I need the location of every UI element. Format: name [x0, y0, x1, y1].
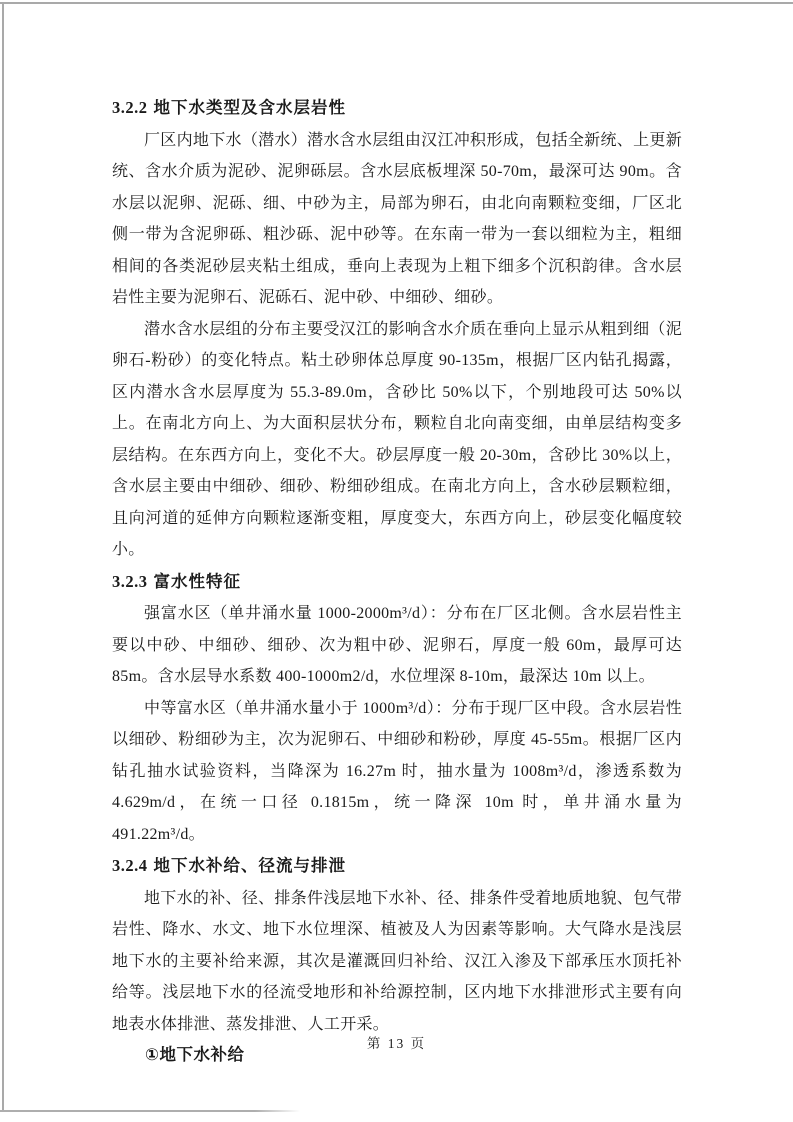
section-number: 3.2.4	[112, 856, 148, 875]
page-number: 第 13 页	[366, 1036, 427, 1051]
section-title: 地下水类型及含水层岩性	[153, 99, 346, 117]
paragraph-aquifer-composition: 厂区内地下水（潜水）潜水含水层组由汉江冲积形成，包括全新统、上更新统、含水介质为泥砂、泥卵砾层。含水层底板埋深 50-70m，最深可达 90m。含水层以泥卵、泥砾、细、中砂为主，局部为卵石，由北向南颗粒变细，厂区北侧一带为含泥卵砾、粗沙砾、泥中砂等。在东南一带为一套以细粒为主，粗细相间的各类泥砂层夹粘土组成，垂向上表现为上粗下细多个沉积韵律。含水层岩性主要为泥卵石、泥砾石、泥中砂、中细砂、细砂。	[112, 131, 682, 306]
section-heading-3-2-2	[112, 92, 682, 125]
scan-edge-line-left	[2, 2, 4, 1111]
document-content	[112, 92, 682, 1072]
paragraph-medium-water-zone: 中等富水区（单井涌水量小于 1000m³/d）：分布于现厂区中段。含水层岩性以细砂、粉细砂为主，次为泥卵石、中细砂和粉砂，厚度 45-55m。根据厂区内钻孔抽水试验资料，当降深为 16.27m 时，抽水量为 1008m³/d，渗透系数为 4.629m/d，在统一口径 0.1815m，统一降深 10m 时，单井涌水量为 491.22m³/d。	[112, 699, 682, 843]
subheading-groundwater-recharge: ①地下水补给	[145, 1046, 245, 1064]
scan-edge-line-top	[0, 2, 793, 4]
section-title: 富水性特征	[153, 572, 241, 591]
scan-edge-line-bottom	[0, 1110, 300, 1112]
paragraph-recharge-runoff-discharge: 地下水的补、径、排条件浅层地下水补、径、排条件受着地质地貌、包气带岩性、降水、水文、地下水位埋深、植被及人为因素等影响。大气降水是浅层地下水的主要补给来源，其次是灌溉回归补给、汉江入渗及下部承压水顶托补给等。浅层地下水的径流受地形和补给源控制，区内地下水排泄形式主要有向地表水体排泄、蒸发排泄、人工开采。	[112, 889, 682, 1033]
section-number: 3.2.2	[112, 98, 148, 117]
paragraph-strong-water-zone: 强富水区（单井涌水量 1000-2000m³/d）：分布在厂区北侧。含水层岩性主要以中砂、中细砂、细砂、次为粗中砂、泥卵石，厚度一般 60m，最厚可达 85m。含水层导水系数 400-1000m2/d，水位埋深 8-10m，最深达 10m 以上。	[112, 605, 682, 685]
section-heading-3-2-3	[112, 566, 682, 599]
section-heading-3-2-4	[112, 850, 682, 883]
section-number: 3.2.3	[112, 571, 148, 591]
paragraph-aquifer-distribution: 潜水含水层组的分布主要受汉江的影响含水介质在垂向上显示从粗到细（泥卵石-粉砂）的变化特点。粘土砂卵体总厚度 90-135m，根据厂区内钻孔揭露，区内潜水含水层厚度为 55.3-89.0m，含砂比 50%以下，个别地段可达 50%以上。在南北方向上、为大面积层状分布，颗粒自北向南变细，由单层结构变多层结构。在东西方向上，变化不大。砂层厚度一般 20-30m，含砂比 30%以上，含水层主要由中细砂、细砂、粉细砂组成。在南北方向上，含水砂层颗粒细，且向河道的延伸方向颗粒逐渐变粗，厚度变大，东西方向上，砂层变化幅度较小。	[112, 320, 682, 558]
section-title: 地下水补给、径流与排泄	[153, 857, 346, 875]
